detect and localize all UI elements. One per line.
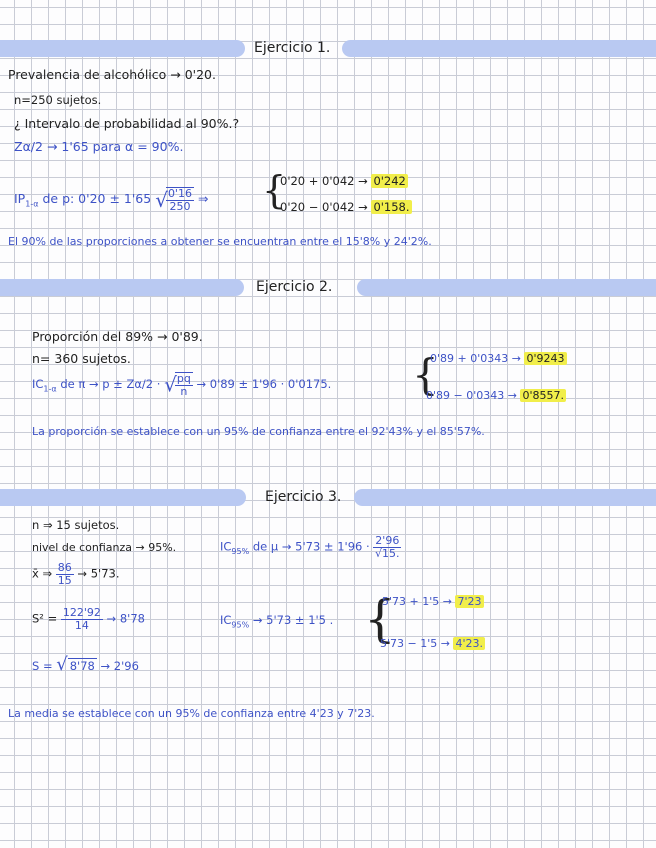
ej3-conclusion: La media se establece con un 95% de confianza entre 4'23 y 7'23. (8, 707, 375, 720)
ic-middle: de π → p ± Zα/2 · (60, 377, 161, 392)
ic-result-middle: → 5'73 ± 1'5 . (252, 613, 334, 627)
proportion-line: Proporción del 89% → 0'89. (32, 329, 203, 344)
ip-lower-line (280, 200, 412, 214)
implies-arrow: ⇒ (197, 191, 209, 207)
ip-fraction (166, 187, 194, 212)
ip-subscript: 1-α (25, 199, 39, 209)
question-line: ¿ Intervalo de probabilidad al 90%.? (14, 116, 240, 131)
ip-lower-value: 0'158. (373, 200, 410, 214)
sqrt-radical: √ (155, 187, 168, 212)
sd-line (32, 654, 139, 675)
ip-formula (14, 187, 208, 212)
ic-mean-denominator: √15. (375, 546, 400, 560)
ip-upper-expr: 0'20 + 0'042 → (280, 174, 368, 188)
ip-upper-line (280, 174, 408, 188)
sample-size-line: n= 360 sujetos. (32, 351, 131, 366)
ic-mean-numerator: 2'96 (375, 534, 400, 547)
ic-result-label: IC (220, 613, 232, 627)
ic-lower-expr: 0'89 − 0'0343 → (426, 389, 517, 402)
ic3-lower-value: 4'23. (455, 637, 483, 650)
exercise-3-title: Ejercicio 3. (265, 489, 342, 505)
variance-line (32, 607, 145, 631)
ic-numerator: pq (176, 372, 191, 385)
ic-mean-formula (220, 535, 401, 559)
brace-2: { (412, 350, 439, 399)
prevalence-line: Prevalencia de alcohólico → 0'20. (8, 67, 216, 82)
ic-fraction (175, 372, 193, 397)
ip-numerator: 0'16 (167, 187, 192, 200)
variance-fraction (61, 607, 103, 631)
exercise-1-title: Ejercicio 1. (254, 40, 331, 56)
header-bar-left (0, 40, 245, 57)
ic3-lower-expr: 5'73 − 1'5 → (380, 637, 450, 650)
brace-3: { (364, 590, 396, 648)
brace-1: { (262, 168, 287, 212)
ic-lower-line (426, 389, 566, 402)
ic-denominator: n (180, 384, 188, 398)
mean-result: → 5'73. (77, 566, 120, 581)
ic-right: → 0'89 ± 1'96 · 0'0175. (196, 377, 332, 392)
ic-result-subscript: 95% (231, 620, 250, 630)
sd-radicand: 8'78 (69, 659, 95, 673)
ic-upper-value: 0'9243 (526, 352, 565, 365)
variance-denominator: 14 (74, 618, 89, 632)
z-value-line: Zα/2 → 1'65 para α = 90%. (14, 139, 184, 154)
ej1-conclusion: El 90% de las proporciones a obtener se encuentran entre el 15'8% y 24'2%. (8, 235, 432, 248)
ic3-upper-value: 7'23 (457, 595, 482, 608)
header-bar-right (342, 40, 656, 57)
ic-mean-result (220, 613, 333, 629)
confidence-line: nivel de confianza → 95%. (32, 541, 177, 554)
mean-denominator: 15 (57, 573, 72, 587)
sample-size-line: n ⇒ 15 sujetos. (32, 518, 120, 532)
ip-lower-expr: 0'20 − 0'042 → (280, 200, 368, 214)
ej2-conclusion: La proporción se establece con un 95% de confianza entre el 92'43% y el 85'57%. (32, 425, 485, 438)
header-bar-left (0, 489, 246, 506)
ic-lower-value: 0'8557. (522, 389, 564, 402)
ic-formula (32, 372, 331, 397)
ic-label: IC (32, 377, 44, 392)
ip-upper-value: 0'242 (373, 174, 406, 188)
ip-middle: de p: 0'20 ± 1'65 (42, 191, 152, 207)
variance-result: → 8'78 (106, 611, 145, 626)
sd-label: S = (32, 659, 53, 673)
ic-mean-label: IC (220, 539, 232, 554)
header-bar-right (354, 489, 656, 506)
ic3-upper-expr: 5'73 + 1'5 → (382, 595, 452, 608)
mean-numerator: 86 (57, 561, 72, 574)
sqrt-radical: √ (56, 654, 68, 675)
ic-upper-line (430, 352, 567, 365)
sample-size-line: n=250 sujetos. (14, 93, 102, 107)
ic3-lower-line (380, 637, 485, 650)
mean-fraction (56, 562, 74, 586)
sd-result: → 2'96 (100, 659, 139, 673)
mean-label: x̄ ⇒ (32, 566, 53, 581)
ic-subscript: 1-α (43, 384, 57, 394)
ic-mean-middle: de μ → 5'73 ± 1'96 · (252, 539, 370, 554)
variance-numerator: 122'92 (62, 606, 101, 619)
header-bar-left (0, 279, 244, 296)
mean-line (32, 562, 119, 586)
ip-denominator: 250 (169, 199, 191, 213)
sqrt-radical: √ (164, 372, 177, 397)
ic-upper-expr: 0'89 + 0'0343 → (430, 352, 521, 365)
ic-mean-fraction (373, 535, 401, 559)
ic3-upper-line (382, 595, 484, 608)
variance-label: S² = (32, 611, 58, 626)
ip-label: IP (14, 191, 26, 207)
header-bar-right (357, 279, 656, 296)
exercise-2-title: Ejercicio 2. (256, 279, 333, 295)
ic-mean-subscript: 95% (231, 546, 250, 556)
